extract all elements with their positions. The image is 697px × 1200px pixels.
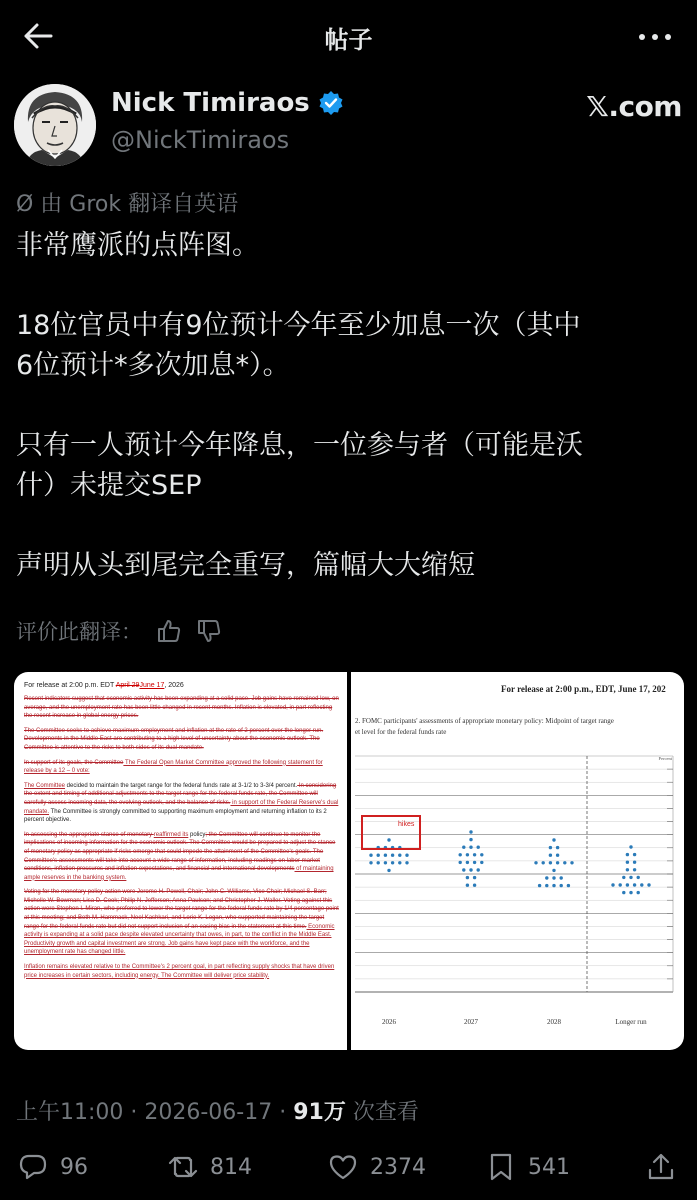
dot-plot-dot: [549, 854, 552, 857]
statement-paragraph: In support of its goals, the Committee The Federal Open Market Committee approved the following statement for release by a 12 – 0 vote:: [24, 759, 323, 775]
dot-plot-dot: [545, 884, 548, 887]
dot-plot-unit-label: Percent: [658, 756, 672, 761]
thumbs-up-icon[interactable]: [156, 618, 182, 644]
tweet-line: 6位预计*多次加息*）。: [16, 350, 290, 381]
reply-count: 96: [60, 1154, 88, 1180]
dot-plot-dot: [398, 861, 401, 864]
dot-plot-dot: [633, 868, 636, 871]
statement-paragraph: The Committee decided to maintain the target range for the federal funds rate at 3-1/2 to 3-3/4 percent. In considering the extent and timing of additional adjustments to the target range for the federal funds rate, the Committee will carefully assess incoming data, the evolving outlook, and the balance of risks. in support of the Federal Reserve's dual mandate. The Committee is strongly committed to supporting maximum employment and returning inflation to its 2 percent objective.: [24, 782, 339, 824]
author-name-row: [111, 88, 344, 118]
dot-plot-dot: [637, 876, 640, 879]
source-site-label: 𝕏.com: [586, 90, 682, 123]
x-axis-label: Longer run: [615, 1018, 647, 1026]
dot-plot-dot: [466, 853, 469, 856]
dot-plot-dot: [387, 869, 390, 872]
dot-plot-dot: [563, 861, 566, 864]
dot-plot-dot: [552, 838, 555, 841]
dot-plot-dot: [387, 838, 390, 841]
dot-plot-dot: [622, 891, 625, 894]
dot-plot-release-line: For release at 2:00 p.m., EDT, June 17, 202: [501, 684, 666, 694]
view-count: 91万: [293, 1100, 346, 1125]
post-meta: [16, 1095, 419, 1126]
dot-plot-dot: [466, 884, 469, 887]
dot-plot-dot: [629, 845, 632, 848]
tweet-line: 只有一人预计今年降息，一位参与者（可能是沃: [16, 430, 583, 461]
dot-plot-dot: [391, 854, 394, 857]
dot-plot-dot: [619, 883, 622, 886]
dot-plot-figure-title: 2. FOMC participants' assessments of appropriate monetary policy: Midpoint of target range et level for the federal funds rate: [355, 717, 614, 736]
tweet-text: [16, 226, 686, 586]
dot-plot-dot: [473, 884, 476, 887]
dot-plot-dot: [398, 854, 401, 857]
dot-plot-dot: [405, 861, 408, 864]
dot-plot-dot: [622, 876, 625, 879]
dot-plot-dot: [633, 883, 636, 886]
dot-plot-dot: [480, 853, 483, 856]
more-options-button[interactable]: [635, 22, 675, 52]
dot-plot-dot: [629, 876, 632, 879]
dot-plot-dot: [629, 891, 632, 894]
dot-plot-dot: [473, 853, 476, 856]
dot-plot-dot: [469, 830, 472, 833]
dot-plot-image[interactable]: [351, 672, 684, 1050]
dot-plot-dot: [556, 846, 559, 849]
dot-plot-dot: [459, 861, 462, 864]
bookmark-button[interactable]: [486, 1152, 570, 1182]
dot-plot-dot: [466, 876, 469, 879]
dot-plot-dot: [462, 846, 465, 849]
reply-icon: [18, 1152, 48, 1182]
action-bar: [0, 1146, 697, 1194]
bookmark-icon: [486, 1152, 516, 1182]
rate-translation-label: 评价此翻译：: [16, 620, 142, 644]
statement-paragraph: The Committee seeks to achieve maximum employment and inflation at the rate of 2 percent over the longer run. Developments in the Middle East are contributing to a high level of uncertainty about the economic outlook. The Committee is attentive to the risks to both sides of its dual mandate.: [24, 727, 324, 751]
bookmark-count: 541: [528, 1154, 570, 1180]
dot-plot-dot: [377, 861, 380, 864]
repost-button[interactable]: [168, 1152, 252, 1182]
dot-plot-dot: [637, 891, 640, 894]
dot-plot-dot: [626, 883, 629, 886]
more-dot-icon: [652, 34, 658, 40]
tweet-line: 什）未提交SEP: [16, 470, 202, 501]
dot-plot-dot: [473, 861, 476, 864]
dot-plot-dot: [384, 854, 387, 857]
statement-paragraph: Recent indicators suggest that economic activity has been expanding at a solid pace. Job gains have remained low, on average, and the unemployment rate has been little changed in recent months. Inflation is elevated, in part reflecting the recent increase in global energy prices.: [24, 696, 339, 720]
repost-count: 814: [210, 1154, 252, 1180]
dot-plot-dot: [626, 853, 629, 856]
dot-plot-dot: [560, 876, 563, 879]
dot-plot-dot: [633, 853, 636, 856]
dot-plot-dot: [626, 861, 629, 864]
dot-plot-dot: [384, 861, 387, 864]
dot-plot-dot: [542, 861, 545, 864]
dot-plot-chart: [351, 672, 684, 1050]
dot-plot-dot: [469, 868, 472, 871]
dot-plot-dot: [626, 868, 629, 871]
dot-plot-dot: [377, 854, 380, 857]
rate-translation-row: [16, 616, 222, 646]
hikes-annotation: hikes: [398, 821, 415, 828]
thumbs-down-icon[interactable]: [196, 618, 222, 644]
more-dot-icon: [665, 34, 671, 40]
reply-button[interactable]: [18, 1152, 88, 1182]
dot-plot-dot: [545, 876, 548, 879]
more-dot-icon: [639, 34, 645, 40]
repost-icon: [168, 1152, 198, 1182]
like-button[interactable]: [328, 1152, 426, 1182]
top-bar: [0, 0, 697, 72]
dot-plot-dot: [611, 883, 614, 886]
dot-plot-dot: [534, 861, 537, 864]
dot-plot-dot: [369, 854, 372, 857]
dot-plot-dot: [466, 861, 469, 864]
x-axis-label: 2027: [464, 1018, 478, 1026]
dot-plot-dot: [552, 876, 555, 879]
dot-plot-dot: [462, 868, 465, 871]
dot-plot-dot: [405, 854, 408, 857]
media-attachments[interactable]: [14, 672, 684, 1050]
statement-paragraph: In assessing the appropriate stance of monetary reaffirmed its policy; the Committee will continue to monitor the implications of incoming information for the economic outlook. The Committee would be prepared to adjust the stance of monetary policy as appropriate if risks emerge that could impede the attainment of the Committee's goals. The Committee's assessments will take into account a wide range of information, including readings on labor market conditions, inflation pressures and inflation expectations, and financial and international developments of maintaining ample reserves in the banking system.: [24, 831, 336, 881]
dot-plot-dot: [552, 884, 555, 887]
dot-plot-dot: [552, 869, 555, 872]
dot-plot-dot: [459, 853, 462, 856]
dot-plot-dot: [477, 868, 480, 871]
dot-plot-dot: [647, 883, 650, 886]
share-button[interactable]: [646, 1152, 676, 1182]
statement-paragraph: Inflation remains elevated relative to the Committee's 2 percent goal, in part reflecting supply shocks that have driven price increases in certain sectors, including energy. The Committee will deliver price stability.: [24, 964, 335, 979]
avatar-illustration: [14, 84, 96, 166]
dot-plot-dot: [570, 861, 573, 864]
avatar[interactable]: [14, 84, 96, 166]
dot-plot-dot: [480, 861, 483, 864]
dot-plot-dot: [549, 861, 552, 864]
page-title: 帖子: [324, 26, 373, 54]
x-axis-label: 2026: [382, 1018, 396, 1026]
statement-paragraph: Voting for the monetary policy action were Jerome H. Powell, Chair; John C. Williams, Vice Chair; Michael S. Barr; Michelle W. Bowman; Lisa D. Cook; Philip N. Jefferson; Anna Paulson; and Christopher J. Waller. Voting against this action were Stephen I. Miran, who preferred to lower the target range for the federal funds rate by 1/4 percentage point at this meeting; and Beth M. Hammack, Neel Kashkari, and Lorie K. Logan, who supported maintaining the target range for the federal funds rate but did not support inclusion of an easing bias in the statement at this time. Economic activity is expanding at a solid pace despite elevated uncertainty that owes, in part, to the conflict in the Middle East. Productivity growth and capital investment are strong. Job gains have kept pace with the workforce, and the unemployment rate has changed little.: [24, 889, 339, 956]
tweet-line: 非常鹰派的点阵图。: [16, 230, 259, 261]
tweet-header: [14, 84, 684, 164]
dot-plot-dot: [633, 861, 636, 864]
dot-plot-dot: [556, 861, 559, 864]
dot-plot-dot: [469, 838, 472, 841]
statement-release-line: For release at 2:00 p.m. EDT April 29June 17, 2026: [24, 682, 184, 689]
dot-plot-dot: [538, 884, 541, 887]
dot-plot-dot: [469, 846, 472, 849]
tweet-line: 声明从头到尾完全重写，篇幅大大缩短: [16, 550, 475, 581]
author-name[interactable]: Nick Timiraos: [111, 88, 310, 118]
dot-plot-dot: [473, 876, 476, 879]
dot-plot-dot: [391, 861, 394, 864]
author-handle[interactable]: @NickTimiraos: [111, 126, 290, 154]
heart-icon: [328, 1152, 358, 1182]
fomc-statement-image[interactable]: [14, 672, 347, 1050]
dot-plot-dot: [369, 861, 372, 864]
x-axis-label: 2028: [547, 1018, 561, 1026]
dot-plot-dot: [556, 854, 559, 857]
verified-badge-icon: [318, 90, 344, 116]
dot-plot-dot: [640, 883, 643, 886]
view-count-label: 次查看: [345, 1100, 419, 1125]
share-icon: [646, 1152, 676, 1182]
dot-plot-dot: [477, 846, 480, 849]
dot-plot-dot: [549, 846, 552, 849]
post-timestamp[interactable]: 上午11:00 · 2026-06-17 ·: [16, 1100, 294, 1125]
dot-plot-dot: [560, 884, 563, 887]
like-count: 2374: [370, 1154, 426, 1180]
dot-plot-dot: [567, 884, 570, 887]
tweet-line: 18位官员中有9位预计今年至少加息一次（其中: [16, 310, 581, 341]
translation-label[interactable]: Ø 由 Grok 翻译自英语: [16, 192, 239, 217]
